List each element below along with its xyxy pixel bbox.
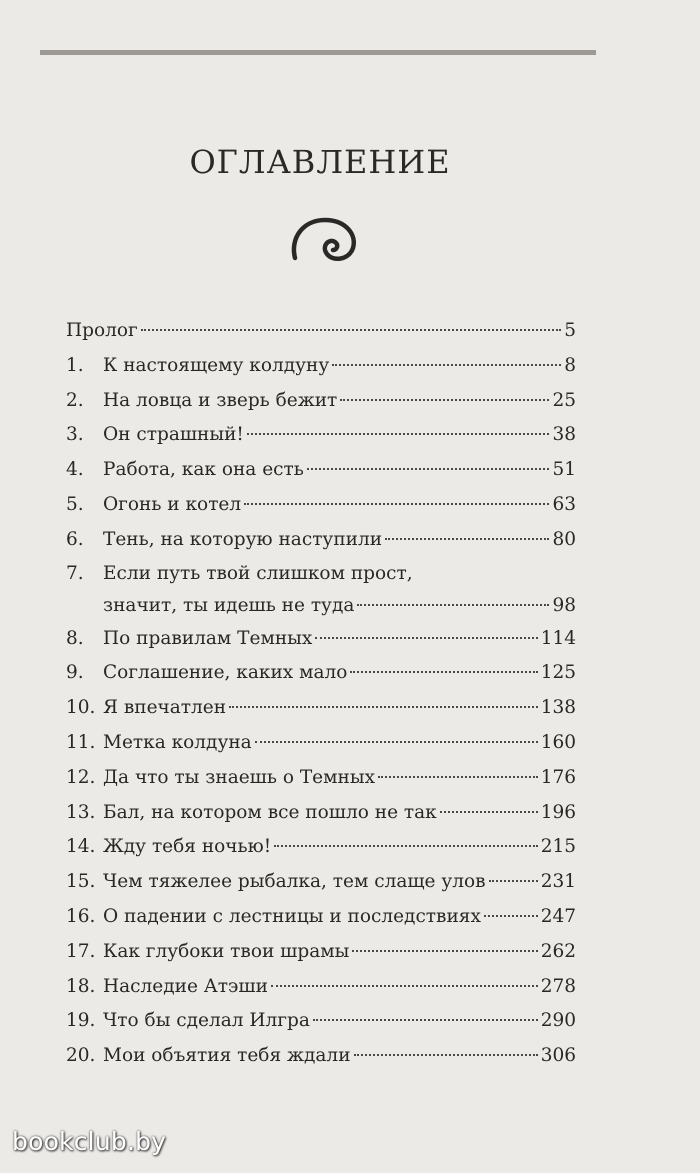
toc-entry-title: Что бы сделал Илгра — [103, 1010, 310, 1032]
toc-entry — [66, 970, 576, 1005]
toc-entry-number: 5. — [66, 493, 84, 515]
spiral-ornament-icon — [287, 212, 363, 268]
toc-entry-page: 80 — [552, 528, 576, 550]
toc-entry-page: 215 — [540, 836, 576, 858]
toc-entry-number: 11. — [66, 731, 96, 753]
toc-entry-number: 18. — [66, 975, 96, 997]
toc-entry-title: По правилам Темных — [103, 627, 313, 649]
toc-entry — [66, 1004, 576, 1039]
toc-entry-title: К настоящему колдуну — [103, 354, 330, 376]
toc-entry-number: 12. — [66, 766, 96, 788]
toc-entry-title-continued: значит, ты идешь не туда — [103, 594, 355, 616]
toc-entry — [66, 900, 576, 935]
toc-entry — [66, 656, 576, 691]
top-rule — [40, 50, 596, 55]
toc-entry — [66, 349, 576, 384]
toc-entry-page: 262 — [540, 940, 576, 962]
toc-entry-number: 7. — [66, 562, 84, 584]
toc-entry — [66, 488, 576, 523]
toc-entry-number: 17. — [66, 940, 96, 962]
toc-leader-dots — [271, 985, 538, 987]
toc-leader-dots — [350, 671, 537, 673]
toc-entry-page: 25 — [552, 389, 576, 411]
toc-entry-page: 196 — [540, 801, 576, 823]
toc-leader-dots — [315, 637, 537, 639]
toc-leader-dots — [274, 845, 538, 847]
toc-leader-dots — [247, 433, 550, 435]
page-title: ОГЛАВЛЕНИЕ — [189, 143, 451, 181]
toc-entry-title: Я впечатлен — [103, 697, 227, 719]
toc-entry-title: Да что ты знаешь о Темных — [103, 766, 376, 788]
toc-entry-number: 1. — [66, 354, 84, 376]
toc-entry-number: 14. — [66, 836, 96, 858]
toc-entry-number: 15. — [66, 871, 96, 893]
toc-entry-page: 231 — [540, 871, 576, 893]
toc-leader-dots — [484, 915, 538, 917]
toc-entry — [66, 796, 576, 831]
toc-leader-dots — [229, 706, 538, 708]
toc-leader-dots — [244, 503, 549, 505]
toc-leader-dots — [489, 880, 538, 882]
toc-entry-title: О падении с лестницы и последствиях — [103, 905, 481, 927]
toc-leader-dots — [385, 538, 549, 540]
toc-entry-page: 306 — [540, 1045, 576, 1067]
toc-leader-dots — [332, 364, 561, 366]
toc-entry — [66, 761, 576, 796]
toc-leader-dots — [141, 329, 562, 331]
toc-entry-page: 290 — [540, 1010, 576, 1032]
toc-entry-title: Соглашение, каких мало — [103, 662, 348, 684]
toc-entry — [66, 830, 576, 865]
toc-entry — [66, 865, 576, 900]
toc-entry-title: Мои объятия тебя ждали — [103, 1045, 351, 1067]
toc-entry-page: 278 — [540, 975, 576, 997]
toc-entry — [66, 691, 576, 726]
toc-entry-page: 51 — [552, 459, 576, 481]
toc-entry-title: Метка колдуна — [103, 731, 252, 753]
toc-entry — [66, 453, 576, 488]
toc-entry-title: Бал, на котором все пошло не так — [103, 801, 437, 823]
toc-entry-page: 247 — [540, 905, 576, 927]
toc-entry-number: 16. — [66, 905, 96, 927]
toc-entry-title: Работа, как она есть — [103, 459, 304, 481]
toc-entry — [66, 523, 576, 558]
toc-entry-number: 20. — [66, 1045, 96, 1067]
toc-entry — [66, 314, 576, 349]
toc-entry — [66, 726, 576, 761]
toc-leader-dots — [313, 1019, 538, 1021]
toc-entry-page: 38 — [552, 424, 576, 446]
toc-leader-dots — [255, 741, 538, 743]
toc-entry-number: 4. — [66, 459, 84, 481]
toc-entry — [66, 935, 576, 970]
toc-entry-title: Жду тебя ночью! — [103, 836, 272, 858]
toc-entry-page: 114 — [540, 627, 576, 649]
toc-leader-dots — [357, 604, 549, 606]
toc-entry-title: Тень, на которую наступили — [103, 528, 383, 550]
toc-leader-dots — [340, 399, 549, 401]
toc-entry — [66, 622, 576, 657]
toc-entry-number: 19. — [66, 1010, 96, 1032]
table-of-contents — [66, 314, 576, 1074]
toc-entry-title: Он страшный! — [103, 424, 244, 446]
toc-leader-dots — [307, 468, 550, 470]
toc-leader-dots — [352, 950, 537, 952]
toc-entry — [66, 1039, 576, 1074]
toc-entry-title: Чем тяжелее рыбалка, тем слаще улов — [103, 871, 486, 893]
toc-entry-page: 160 — [540, 731, 576, 753]
toc-entry-page: 5 — [564, 320, 576, 341]
toc-entry-number: 10. — [66, 697, 96, 719]
toc-entry — [66, 558, 576, 622]
toc-entry-title: Как глубоки твои шрамы — [103, 940, 350, 962]
toc-entry-page: 138 — [540, 697, 576, 719]
toc-leader-dots — [440, 811, 538, 813]
toc-entry-title: На ловца и зверь бежит — [103, 389, 338, 411]
toc-entry — [66, 418, 576, 453]
toc-entry-number: 2. — [66, 389, 84, 411]
toc-entry-title: Огонь и котел — [103, 493, 242, 515]
toc-entry-number: 9. — [66, 662, 84, 684]
toc-leader-dots — [378, 776, 538, 778]
toc-entry-title: Наследие Атэши — [103, 975, 268, 997]
toc-entry-page: 125 — [540, 662, 576, 684]
toc-leader-dots — [354, 1054, 538, 1056]
toc-entry-page: 98 — [552, 594, 576, 616]
toc-entry-number: 6. — [66, 528, 84, 550]
toc-entry-title: Пролог — [66, 320, 138, 341]
toc-entry-page: 8 — [564, 354, 576, 376]
toc-entry-page: 63 — [552, 493, 576, 515]
toc-entry-page: 176 — [540, 766, 576, 788]
toc-entry-title: Если путь твой слишком прост, — [103, 562, 413, 584]
toc-entry-number: 13. — [66, 801, 96, 823]
toc-entry — [66, 384, 576, 419]
toc-entry-number: 8. — [66, 627, 84, 649]
toc-entry-number: 3. — [66, 424, 84, 446]
watermark: bookclub.by — [12, 1127, 167, 1156]
